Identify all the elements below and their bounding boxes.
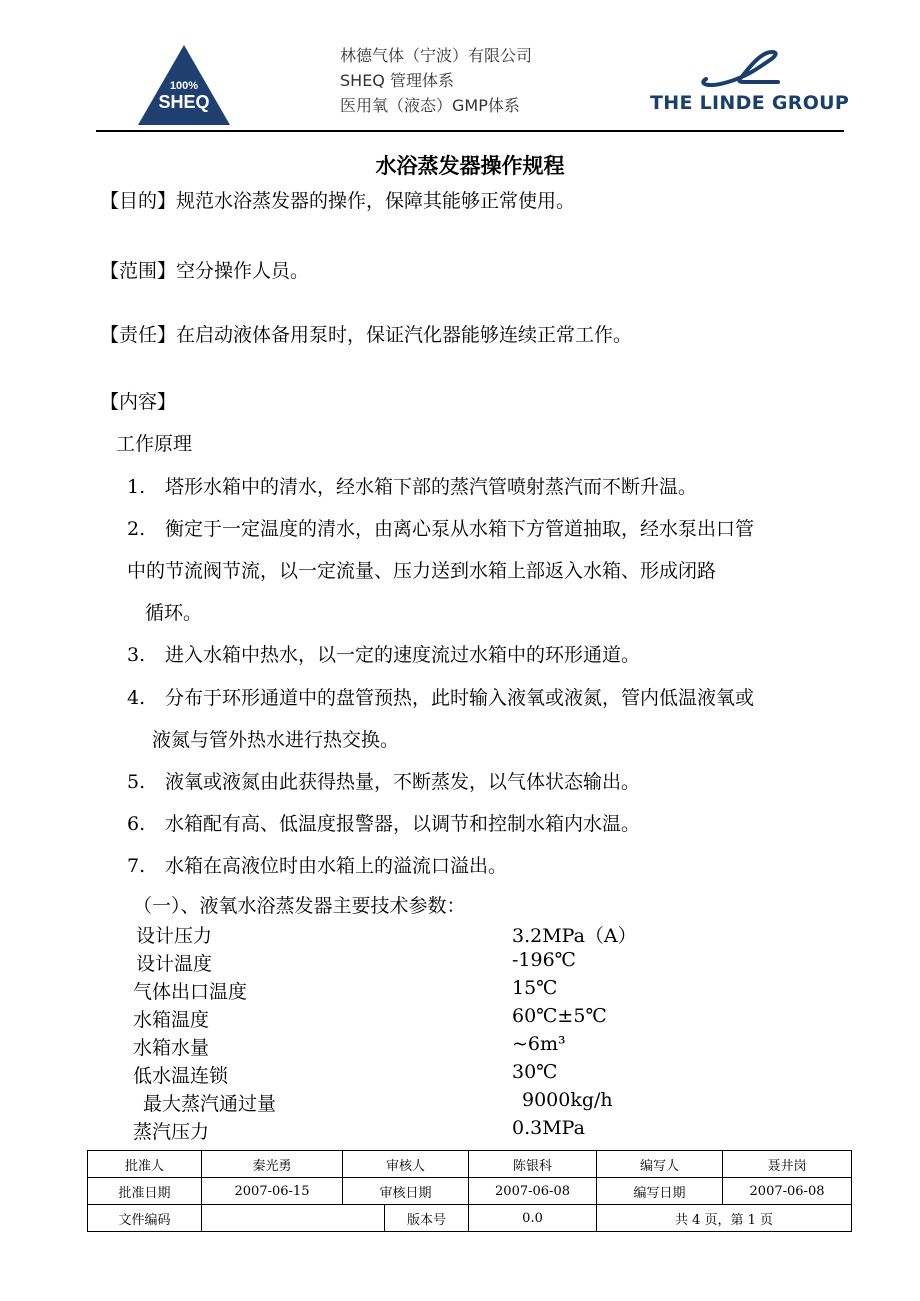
doc-code: [202, 1205, 385, 1232]
approval-table: [87, 1150, 852, 1232]
param-value: 9000kg/h: [522, 1089, 613, 1111]
version: 0.0: [469, 1205, 597, 1232]
item-text-continued: 中的节流阀节流，以一定流量、压力送到水箱上部返入水箱、形成闭路: [127, 560, 717, 582]
header-divider: [96, 130, 844, 132]
param-value: 3.2MPa（A）: [512, 925, 637, 947]
table-row: [88, 1178, 852, 1205]
approver-name: 秦光勇: [202, 1151, 343, 1178]
table-row: [88, 1205, 852, 1232]
item-text: 分布于环形通道中的盘管预热，此时输入液氧或液氮，管内低温液氧或: [165, 687, 755, 709]
principle-item-2: [127, 514, 754, 541]
version-label: 版本号: [385, 1205, 469, 1232]
param-label: 设计压力: [136, 925, 213, 947]
principle-heading: 工作原理: [116, 433, 193, 455]
item-text: 衡定于一定温度的清水，由离心泵从水箱下方管道抽取，经水泵出口管: [165, 518, 755, 540]
param-value: 15℃: [512, 977, 558, 999]
item-text: 塔形水箱中的清水，经水箱下部的蒸汽管喷射蒸汽而不断升温。: [165, 476, 698, 498]
item-number: 5.: [127, 771, 146, 793]
item-number: 1.: [127, 476, 146, 498]
section-responsibility: 【责任】在启动液体备用泵时，保证汽化器能够连续正常工作。: [100, 324, 633, 346]
author-date-label: 编写日期: [597, 1178, 723, 1205]
gmp-system: 医用氧（液态）GMP体系: [340, 96, 520, 115]
author-label: 编写人: [597, 1151, 723, 1178]
review-date-label: 审核日期: [343, 1178, 469, 1205]
item-number: 4.: [127, 687, 146, 709]
sheq-logo: [138, 45, 230, 125]
principle-item-4: [127, 683, 754, 710]
section-purpose: 【目的】规范水浴蒸发器的操作，保障其能够正常使用。: [100, 190, 576, 212]
document-title: 水浴蒸发器操作规程: [375, 154, 565, 178]
principle-item-6: [127, 809, 640, 836]
linde-wordmark: THE LINDE GROUP: [650, 92, 850, 114]
section-content: 【内容】: [100, 391, 177, 413]
param-label: 低水温连锁: [133, 1065, 229, 1087]
param-value: 30℃: [512, 1061, 558, 1083]
param-label: 设计温度: [136, 953, 213, 975]
section-scope: 【范围】空分操作人员。: [100, 260, 310, 282]
reviewer-name: 陈银科: [469, 1151, 597, 1178]
approval-date-label: 批准日期: [88, 1178, 202, 1205]
page-count: 共 4 页，第 1 页: [597, 1205, 852, 1232]
param-label: 水箱水量: [133, 1037, 210, 1059]
principle-item-1: [127, 472, 697, 499]
params-heading: （一）、液氧水浴蒸发器主要技术参数：: [133, 895, 466, 917]
param-value: -196℃: [512, 949, 576, 971]
company-name: 林德气体（宁波）有限公司: [340, 46, 533, 65]
item-text: 水箱配有高、低温度报警器，以调节和控制水箱内水温。: [165, 813, 641, 835]
author-name: 聂井岗: [723, 1151, 852, 1178]
item-number: 7.: [127, 855, 146, 877]
author-date: 2007-06-08: [723, 1178, 852, 1205]
param-label: 水箱温度: [133, 1009, 210, 1031]
approver-label: 批准人: [88, 1151, 202, 1178]
param-value: ~6m³: [512, 1033, 566, 1055]
param-label: 蒸汽压力: [133, 1121, 210, 1143]
approval-date: 2007-06-15: [202, 1178, 343, 1205]
item-text-continued: 循环。: [145, 602, 203, 624]
sheq-badge-top: 100%: [169, 80, 199, 92]
management-system: SHEQ 管理体系: [340, 71, 454, 90]
param-value: 0.3MPa: [512, 1117, 585, 1139]
item-number: 6.: [127, 813, 146, 835]
param-label: 最大蒸汽通过量: [143, 1093, 277, 1115]
review-date: 2007-06-08: [469, 1178, 597, 1205]
item-text: 水箱在高液位时由水箱上的溢流口溢出。: [165, 855, 508, 877]
principle-item-5: [127, 767, 640, 794]
doc-code-label: 文件编码: [88, 1205, 202, 1232]
param-value: 60℃±5℃: [512, 1005, 607, 1027]
item-text: 进入水箱中热水，以一定的速度流过水箱中的环形通道。: [165, 644, 641, 666]
principle-item-7: [127, 851, 507, 878]
table-row: [88, 1151, 852, 1178]
item-number: 2.: [127, 518, 146, 540]
sheq-badge-bottom: SHEQ: [158, 92, 210, 112]
principle-item-3: [127, 640, 640, 667]
item-number: 3.: [127, 644, 146, 666]
reviewer-label: 审核人: [343, 1151, 469, 1178]
param-label: 气体出口温度: [133, 981, 248, 1003]
item-text-continued: 液氮与管外热水进行热交换。: [152, 729, 400, 751]
item-text: 液氧或液氮由此获得热量，不断蒸发，以气体状态输出。: [165, 771, 641, 793]
